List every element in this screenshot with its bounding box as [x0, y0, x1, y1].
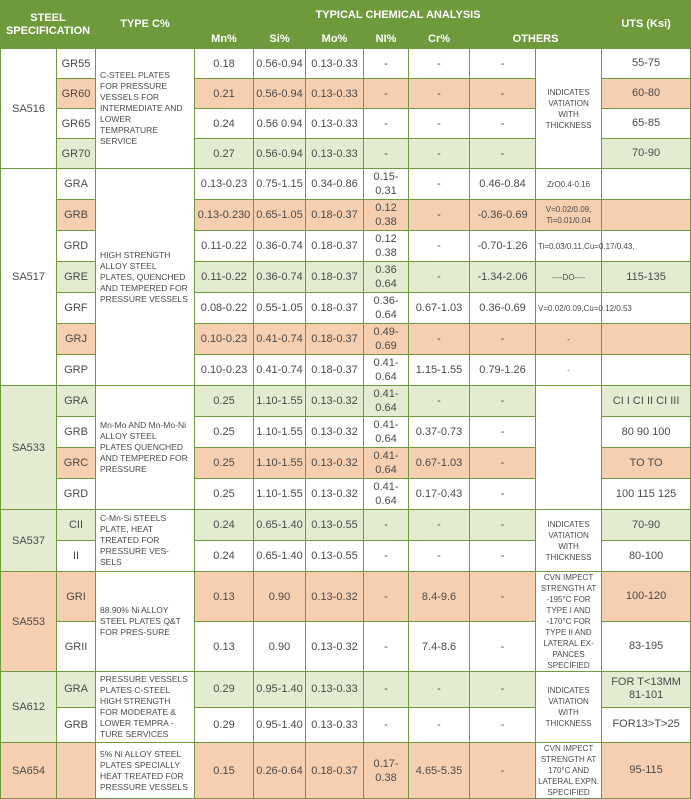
grade-cell: GRE: [57, 262, 96, 293]
grade-cell: GRA: [57, 169, 96, 200]
si-cell: 0.56-0.94: [254, 139, 306, 169]
si-cell: 0.36-0.74: [254, 231, 306, 262]
others-cell: -: [470, 49, 536, 79]
cr-cell: 7.4-8.6: [409, 622, 470, 672]
uts-cell: 60-80: [602, 79, 691, 109]
uts-cell: 70-90: [602, 510, 691, 541]
others-cell: 0.36-0.69: [470, 293, 536, 324]
table-row: [1, 386, 691, 417]
header-steel-specification: STEEL SPECIFICATION: [1, 1, 96, 49]
ni-cell: -: [364, 49, 409, 79]
grade-cell: GR55: [57, 49, 96, 79]
others-cell: -: [470, 572, 536, 622]
others-cell: -: [470, 417, 536, 448]
ni-cell: -: [364, 572, 409, 622]
uts-cell: [602, 324, 691, 355]
table-row: [1, 572, 691, 622]
type-sa516: C-STEEL PLATES FOR PRESSURE VESSELS FOR INTERMEDIATE AND LOWER TEMPRATURE SERVICE: [96, 49, 195, 169]
mo-cell: 0.13-0.33: [306, 49, 364, 79]
others-cell: -: [470, 386, 536, 417]
mo-cell: 0.13-0.33: [306, 707, 364, 743]
uts-cell: 100-120: [602, 572, 691, 622]
uts-cell: 95-115: [602, 743, 691, 799]
grade-cell: GRB: [57, 417, 96, 448]
header-mo: Mo%: [306, 30, 364, 49]
others-cell: -1.34-2.06: [470, 262, 536, 293]
note-cell: V=0.02/0.09, Ti=0.01/0.04: [536, 200, 602, 231]
uts-cell: 83-195: [602, 622, 691, 672]
cr-cell: -: [409, 49, 470, 79]
note-sa612: INDICATES VATIATION WITH THICKNESS: [536, 672, 602, 743]
cr-cell: -: [409, 109, 470, 139]
si-cell: 0.65-1.40: [254, 541, 306, 572]
ni-cell: 0.17-0.38: [364, 743, 409, 799]
si-cell: 0.41-0.74: [254, 324, 306, 355]
header-others: OTHERS: [470, 30, 602, 49]
mo-cell: 0.18-0.37: [306, 293, 364, 324]
si-cell: 0.56 0.94: [254, 109, 306, 139]
type-sa553: 88.90% Ni ALLOY STEEL PLATES Q&T FOR PRES-SURE: [96, 572, 195, 672]
grade-cell: GR65: [57, 109, 96, 139]
si-cell: 0.26-0.64: [254, 743, 306, 799]
header-type: TYPE C%: [96, 1, 195, 49]
uts-cell: 65-85: [602, 109, 691, 139]
ni-cell: 0.41-0.64: [364, 479, 409, 510]
mn-cell: 0.25: [195, 479, 254, 510]
ni-cell: 0.12 0.38: [364, 200, 409, 231]
si-cell: 0.65-1.40: [254, 510, 306, 541]
cr-cell: 0.37-0.73: [409, 417, 470, 448]
mn-cell: 0.13-0.23: [195, 169, 254, 200]
uts-cell: FOR13>T>25: [602, 707, 691, 743]
ni-cell: 0.36-0.64: [364, 293, 409, 324]
table-row: [1, 169, 691, 200]
mo-cell: 0.13-0.55: [306, 510, 364, 541]
spec-sa654: SA654: [1, 743, 57, 799]
grade-cell: GRI: [57, 572, 96, 622]
cr-cell: -: [409, 672, 470, 708]
si-cell: 0.65-1.05: [254, 200, 306, 231]
ni-cell: 0.12 0.38: [364, 231, 409, 262]
ni-cell: 0.41-0.64: [364, 386, 409, 417]
cr-cell: -: [409, 79, 470, 109]
uts-cell: 80-100: [602, 541, 691, 572]
type-sa517: HIGH STRENGTH ALLOY STEEL PLATES, QUENCHED AND TEMPERED FOR PRESSURE VESSELS: [96, 169, 195, 386]
si-cell: 0.75-1.15: [254, 169, 306, 200]
uts-cell: CI I CI II CI III: [602, 386, 691, 417]
mn-cell: 0.25: [195, 386, 254, 417]
spec-sa517: SA517: [1, 169, 57, 386]
header-typical-chemical-analysis: TYPICAL CHEMICAL ANALYSIS: [195, 1, 602, 30]
ni-cell: 0.15-0.31: [364, 169, 409, 200]
si-cell: 1.10-1.55: [254, 417, 306, 448]
ni-cell: 0.49-0.69: [364, 324, 409, 355]
mo-cell: 0.13-0.33: [306, 109, 364, 139]
mn-cell: 0.10-0.23: [195, 324, 254, 355]
ni-cell: -: [364, 510, 409, 541]
grade-cell: GRF: [57, 293, 96, 324]
table-row: [1, 49, 691, 79]
mn-cell: 0.24: [195, 109, 254, 139]
ni-cell: -: [364, 707, 409, 743]
cr-cell: -: [409, 324, 470, 355]
mo-cell: 0.13-0.55: [306, 541, 364, 572]
spec-sa553: SA553: [1, 572, 57, 672]
table-row: [1, 510, 691, 541]
mn-cell: 0.13: [195, 622, 254, 672]
grade-cell: GR60: [57, 79, 96, 109]
cr-cell: -: [409, 139, 470, 169]
table-row: [1, 672, 691, 708]
type-sa537: C-Mn-Si STEELS PLATE, HEAT TREATED FOR PRESSURE VES-SELS: [96, 510, 195, 572]
mn-cell: 0.25: [195, 417, 254, 448]
mn-cell: 0.10-0.23: [195, 355, 254, 386]
mo-cell: 0.18-0.37: [306, 200, 364, 231]
others-cell: -: [470, 448, 536, 479]
cr-cell: -: [409, 510, 470, 541]
spec-sa537: SA537: [1, 510, 57, 572]
ni-cell: -: [364, 109, 409, 139]
type-sa533: Mn-Mo AND Mn-Mo-Ni ALLOY STEEL PLATES QUENCHED AND TEMPERED FOR PRESSURE: [96, 386, 195, 510]
mn-cell: 0.25: [195, 448, 254, 479]
uts-cell: FOR T<13MM 81-101: [602, 672, 691, 708]
si-cell: 0.56-0.94: [254, 49, 306, 79]
note-cell: V=0.02/0.09,Cu=0.12/0.53: [536, 293, 602, 324]
others-cell: -0.70-1.26: [470, 231, 536, 262]
grade-cell: CII: [57, 510, 96, 541]
note-sa553: CVN IMPECT STRENGTH AT -195°C FOR TYPE I AND -170°C FOR TYPE II AND LATERAL EX-PANCES SPECIFIED: [536, 572, 602, 672]
cr-cell: -: [409, 169, 470, 200]
others-cell: -: [470, 672, 536, 708]
mo-cell: 0.18-0.37: [306, 262, 364, 293]
mn-cell: 0.24: [195, 541, 254, 572]
type-sa612: PRESSURE VESSELS PLATES C-STEEL HIGH STRENGTH FOR MODERATE & LOWER TEMPRA - TURE SERVICES: [96, 672, 195, 743]
others-cell: 0.79-1.26: [470, 355, 536, 386]
ni-cell: -: [364, 139, 409, 169]
mo-cell: 0.13-0.32: [306, 417, 364, 448]
mo-cell: 0.18-0.37: [306, 743, 364, 799]
mn-cell: 0.11-0.22: [195, 262, 254, 293]
mn-cell: 0.29: [195, 672, 254, 708]
ni-cell: -: [364, 622, 409, 672]
others-cell: -: [470, 743, 536, 799]
spec-sa533: SA533: [1, 386, 57, 510]
si-cell: 0.90: [254, 572, 306, 622]
mn-cell: 0.18: [195, 49, 254, 79]
ni-cell: 0.41-0.64: [364, 417, 409, 448]
uts-cell: 80 90 100: [602, 417, 691, 448]
uts-cell: [602, 355, 691, 386]
grade-cell: GRJ: [57, 324, 96, 355]
mn-cell: 0.27: [195, 139, 254, 169]
grade-cell: GRII: [57, 622, 96, 672]
si-cell: 0.95-1.40: [254, 672, 306, 708]
si-cell: 1.10-1.55: [254, 448, 306, 479]
mo-cell: 0.13-0.33: [306, 672, 364, 708]
cr-cell: -: [409, 541, 470, 572]
si-cell: 0.56-0.94: [254, 79, 306, 109]
grade-cell: GRA: [57, 672, 96, 708]
mn-cell: 0.24: [195, 510, 254, 541]
mn-cell: 0.13-0.230: [195, 200, 254, 231]
mo-cell: 0.34-0.86: [306, 169, 364, 200]
spec-sa612: SA612: [1, 672, 57, 743]
uts-cell: 55-75: [602, 49, 691, 79]
cr-cell: 0.17-0.43: [409, 479, 470, 510]
header-cr: Cr%: [409, 30, 470, 49]
mo-cell: 0.13-0.33: [306, 79, 364, 109]
cr-cell: -: [409, 200, 470, 231]
grade-cell: GRD: [57, 231, 96, 262]
mo-cell: 0.18-0.37: [306, 355, 364, 386]
mn-cell: 0.29: [195, 707, 254, 743]
ni-cell: 0.41-0.64: [364, 448, 409, 479]
cr-cell: 1.15-1.55: [409, 355, 470, 386]
mn-cell: 0.13: [195, 572, 254, 622]
mn-cell: 0.11-0.22: [195, 231, 254, 262]
grade-cell: GRP: [57, 355, 96, 386]
header-uts: UTS (Ksi): [602, 1, 691, 49]
ni-cell: -: [364, 672, 409, 708]
note-sa537: INDICATES VATIATION WITH THICKNESS: [536, 510, 602, 572]
note-cell: [536, 386, 602, 510]
cr-cell: -: [409, 231, 470, 262]
note-cell: -: [536, 355, 602, 386]
grade-cell: GRD: [57, 479, 96, 510]
note-cell: Ti=0.03/0.11,Cu=0.17/0.43,: [536, 231, 602, 262]
mn-cell: 0.21: [195, 79, 254, 109]
ni-cell: -: [364, 541, 409, 572]
cr-cell: 0.67-1.03: [409, 293, 470, 324]
cr-cell: -: [409, 386, 470, 417]
uts-cell: 115-135: [602, 262, 691, 293]
grade-cell: [57, 743, 96, 799]
header-si: Si%: [254, 30, 306, 49]
note-sa516: INDICATES VATIATION WITH THICKNESS: [536, 49, 602, 169]
others-cell: -: [470, 109, 536, 139]
si-cell: 0.90: [254, 622, 306, 672]
note-cell: ----DO----: [536, 262, 602, 293]
cr-cell: 0.67-1.03: [409, 448, 470, 479]
others-cell: -0.36-0.69: [470, 200, 536, 231]
grade-cell: GRB: [57, 707, 96, 743]
header-mn: Mn%: [195, 30, 254, 49]
mo-cell: 0.13-0.32: [306, 622, 364, 672]
type-sa654: 5% Ni ALLOY STEEL PLATES SPECIALLY HEAT TREATED FOR PRESSURE VESSELS: [96, 743, 195, 799]
grade-cell: GR70: [57, 139, 96, 169]
si-cell: 1.10-1.55: [254, 386, 306, 417]
others-cell: 0.46-0.84: [470, 169, 536, 200]
mn-cell: 0.15: [195, 743, 254, 799]
grade-cell: GRA: [57, 386, 96, 417]
ni-cell: -: [364, 79, 409, 109]
others-cell: -: [470, 324, 536, 355]
spec-sa516: SA516: [1, 49, 57, 169]
grade-cell: GRB: [57, 200, 96, 231]
si-cell: 0.55-1.05: [254, 293, 306, 324]
table-row: [1, 743, 691, 799]
mo-cell: 0.13-0.32: [306, 572, 364, 622]
uts-cell: 100 115 125: [602, 479, 691, 510]
mo-cell: 0.13-0.32: [306, 386, 364, 417]
uts-cell: TO TO: [602, 448, 691, 479]
others-cell: -: [470, 707, 536, 743]
mo-cell: 0.13-0.32: [306, 448, 364, 479]
si-cell: 0.36-0.74: [254, 262, 306, 293]
cr-cell: 8.4-9.6: [409, 572, 470, 622]
note-cell: ZrO0.4-0.16: [536, 169, 602, 200]
others-cell: -: [470, 79, 536, 109]
mo-cell: 0.18-0.37: [306, 324, 364, 355]
mo-cell: 0.13-0.32: [306, 479, 364, 510]
uts-cell: [602, 200, 691, 231]
note-sa654: CVN IMPECT STRENGTH AT 170°C AND LATERAL EXPN. SPECIFIED: [536, 743, 602, 799]
uts-cell: 70-90: [602, 139, 691, 169]
mn-cell: 0.08-0.22: [195, 293, 254, 324]
cr-cell: -: [409, 707, 470, 743]
others-cell: -: [470, 479, 536, 510]
grade-cell: II: [57, 541, 96, 572]
cr-cell: 4.65-5.35: [409, 743, 470, 799]
uts-cell: [602, 169, 691, 200]
note-cell: -: [536, 324, 602, 355]
mo-cell: 0.18-0.37: [306, 231, 364, 262]
si-cell: 0.95-1.40: [254, 707, 306, 743]
mo-cell: 0.13-0.33: [306, 139, 364, 169]
others-cell: -: [470, 510, 536, 541]
si-cell: 0.41-0.74: [254, 355, 306, 386]
header-ni: NI%: [364, 30, 409, 49]
others-cell: -: [470, 139, 536, 169]
ni-cell: 0.36 0.64: [364, 262, 409, 293]
ni-cell: 0.41-0.64: [364, 355, 409, 386]
grade-cell: GRC: [57, 448, 96, 479]
si-cell: 1.10-1.55: [254, 479, 306, 510]
cr-cell: -: [409, 262, 470, 293]
others-cell: -: [470, 541, 536, 572]
others-cell: -: [470, 622, 536, 672]
